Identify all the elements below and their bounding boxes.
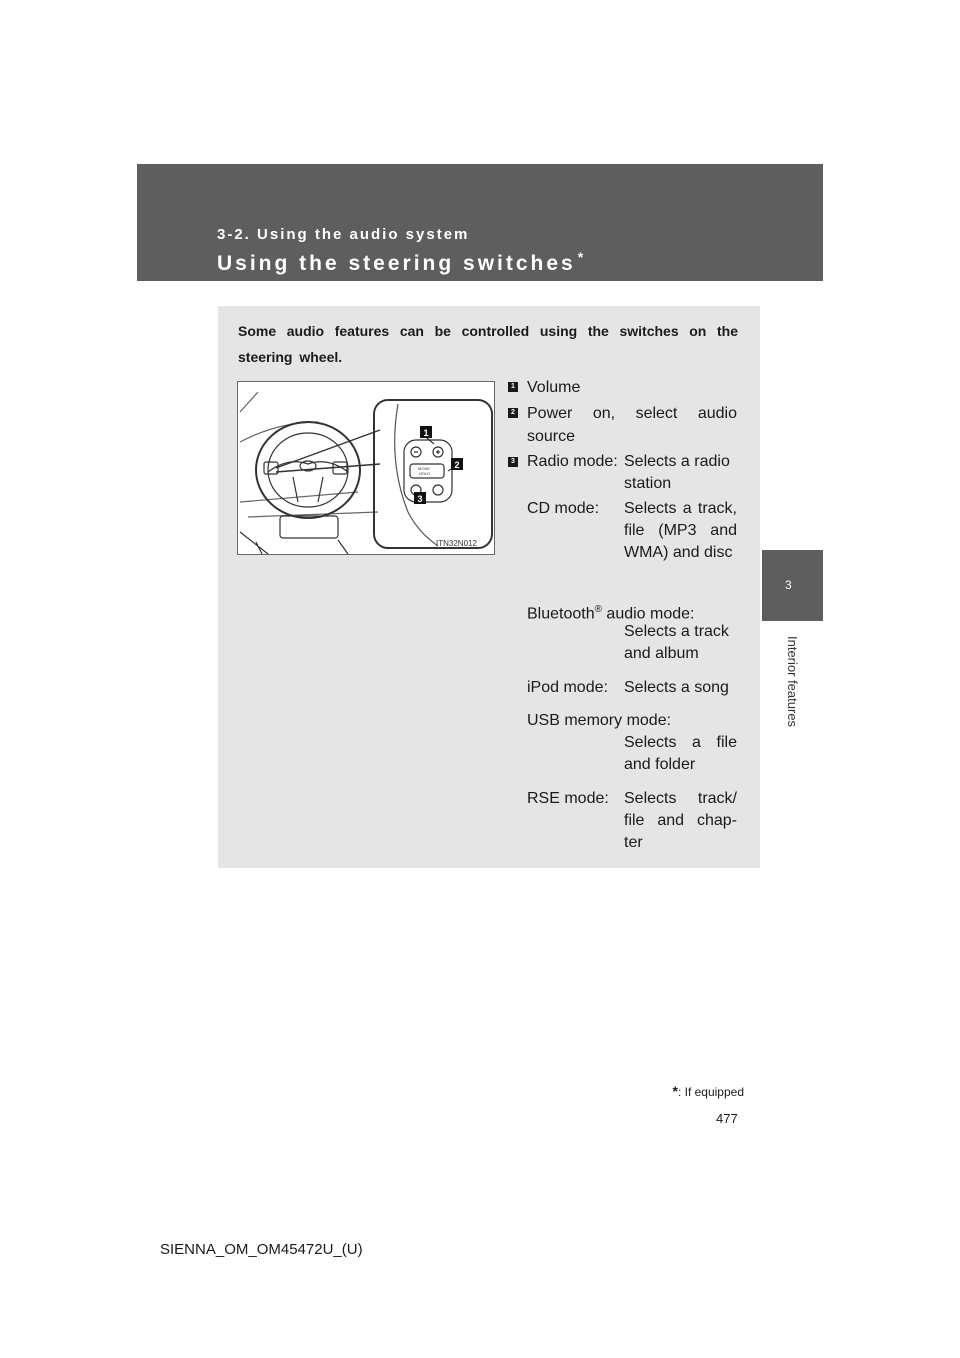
mode-description: Selects a track and album: [624, 623, 729, 662]
item-number-badge: 2: [508, 408, 518, 418]
registered-mark: ®: [594, 604, 602, 615]
chapter-tab: [762, 550, 823, 621]
steering-wheel-drawing: [238, 382, 496, 556]
mode-description: Selects a radio station: [624, 453, 730, 492]
mode-label: USB memory mode:: [527, 712, 672, 729]
chapter-label: Interior features: [785, 636, 800, 728]
footnote: [672, 1083, 744, 1099]
callout-2-label: 2: [454, 460, 460, 470]
item-text: Volume: [527, 379, 581, 396]
mode-label: RSE mode:: [527, 790, 609, 807]
steering-switch-illustration: [237, 381, 495, 555]
callout-1-label: 1: [423, 428, 429, 438]
item-number-badge: 3: [508, 457, 518, 467]
page-title-text: Using the steering switches: [217, 252, 576, 275]
chapter-number: 3: [785, 578, 792, 592]
mode-label: iPod mode:: [527, 679, 608, 696]
figure-code: ITN32N012: [436, 539, 477, 548]
item-text: Power on, select audio source: [527, 405, 737, 445]
intro-text: Some audio features can be controlled using the switches on the steering wheel.: [238, 323, 738, 365]
mode-description: Selects a track, file (MP3 and WMA) and disc: [624, 500, 737, 561]
mode-label: CD mode:: [527, 500, 600, 517]
svg-text:MODE: MODE: [418, 466, 430, 471]
mode-description: Selects a song: [624, 679, 729, 696]
mode-label: Radio mode:: [527, 453, 618, 470]
page-title: [217, 249, 583, 276]
if-equipped-mark: *: [577, 249, 584, 265]
svg-text:HOLD: HOLD: [419, 471, 431, 476]
mode-label-name: Bluetooth: [527, 605, 595, 623]
mode-description: Selects track/ file and chap- ter: [624, 790, 737, 851]
footnote-text: : If equipped: [677, 1085, 744, 1099]
callout-3-label: 3: [417, 494, 423, 504]
page-number: 477: [716, 1111, 738, 1126]
document-id: SIENNA_OM_OM45472U_(U): [160, 1241, 363, 1258]
mode-label-rest: audio mode:: [601, 605, 695, 623]
footnote-mark: *: [672, 1083, 678, 1099]
mode-description: Selects a file and folder: [624, 734, 737, 773]
item-number-badge: 1: [508, 382, 518, 392]
section-label: 3-2. Using the audio system: [217, 226, 470, 243]
